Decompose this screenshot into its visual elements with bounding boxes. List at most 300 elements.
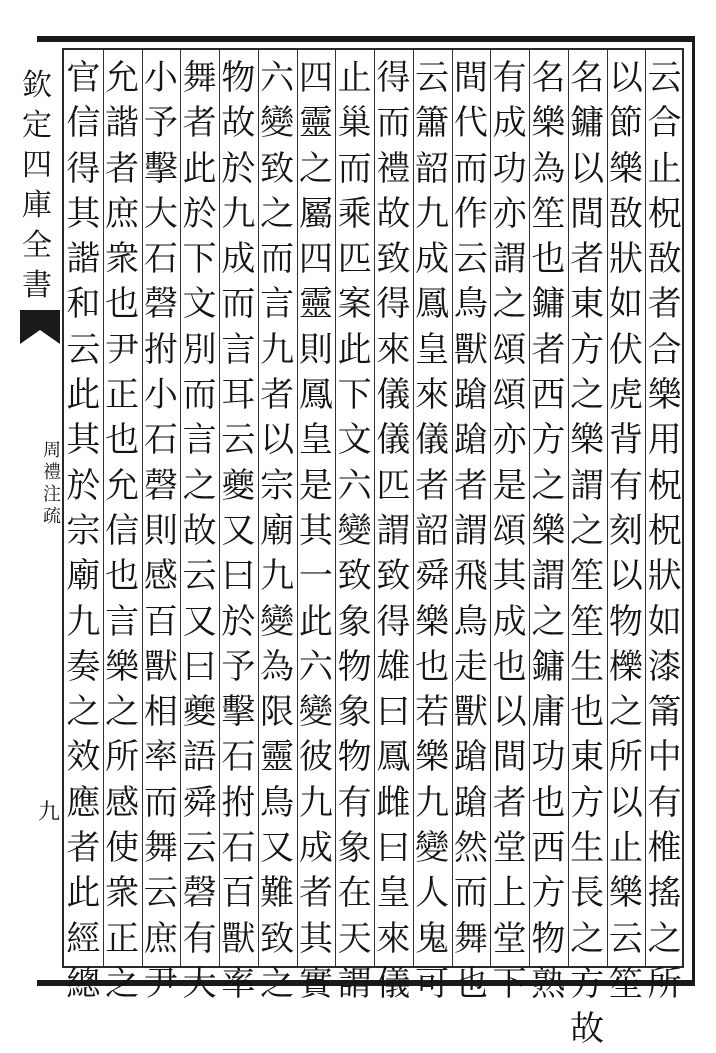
glyph: 以 xyxy=(570,148,605,189)
glyph: 限 xyxy=(260,692,295,733)
glyph: 九 xyxy=(221,193,256,234)
glyph: 匹 xyxy=(337,239,372,280)
glyph: 之 xyxy=(570,375,605,416)
glyph: 也 xyxy=(570,692,605,733)
glyph: 鏞 xyxy=(531,284,566,325)
glyph: 云 xyxy=(608,918,643,959)
glyph: 所 xyxy=(608,737,643,778)
glyph: 合 xyxy=(647,329,682,370)
margin-title-char: 欽 xyxy=(22,68,52,103)
glyph: 舞 xyxy=(453,918,488,959)
glyph: 方 xyxy=(531,873,566,914)
glyph: 而 xyxy=(453,148,488,189)
glyph: 間 xyxy=(453,58,488,98)
glyph: 其 xyxy=(66,420,101,461)
glyph: 蹌 xyxy=(453,737,488,778)
glyph: 也 xyxy=(415,646,450,687)
glyph: 夔 xyxy=(221,465,256,506)
glyph: 難 xyxy=(260,873,295,914)
glyph: 伏 xyxy=(608,329,643,370)
glyph: 止 xyxy=(608,828,643,869)
glyph: 小 xyxy=(143,58,178,98)
glyph: 皇 xyxy=(298,420,333,461)
glyph: 樂 xyxy=(570,420,605,461)
glyph: 止 xyxy=(647,148,682,189)
glyph: 在 xyxy=(337,873,372,914)
glyph: 言 xyxy=(105,601,140,642)
glyph: 物 xyxy=(531,918,566,959)
glyph: 者 xyxy=(105,148,140,189)
glyph: 來 xyxy=(376,918,411,959)
glyph: 之 xyxy=(260,193,295,234)
glyph: 以 xyxy=(608,556,643,597)
glyph: 百 xyxy=(221,873,256,914)
glyph: 成 xyxy=(492,601,527,642)
glyph: 致 xyxy=(376,556,411,597)
margin-subtitle-char: 周 xyxy=(43,440,61,461)
glyph: 舜 xyxy=(182,782,217,823)
glyph: 大 xyxy=(182,963,217,1004)
glyph: 用 xyxy=(647,420,682,461)
glyph: 而 xyxy=(221,284,256,325)
glyph: 云 xyxy=(415,58,450,98)
glyph: 背 xyxy=(608,420,643,461)
glyph: 云 xyxy=(182,556,217,597)
glyph: 樂 xyxy=(105,646,140,687)
glyph: 象 xyxy=(337,692,372,733)
glyph: 四 xyxy=(298,239,333,280)
glyph: 樂 xyxy=(608,873,643,914)
glyph: 謂 xyxy=(492,239,527,280)
glyph: 和 xyxy=(66,284,101,325)
glyph: 四 xyxy=(298,58,333,98)
glyph: 方 xyxy=(531,420,566,461)
glyph: 語 xyxy=(182,737,217,778)
glyph: 東 xyxy=(570,737,605,778)
glyph: 者 xyxy=(492,782,527,823)
glyph: 而 xyxy=(376,103,411,144)
glyph: 生 xyxy=(570,828,605,869)
glyph: 以 xyxy=(608,58,643,98)
glyph: 之 xyxy=(105,692,140,733)
glyph: 者 xyxy=(182,103,217,144)
glyph: 獸 xyxy=(453,329,488,370)
glyph: 舞 xyxy=(143,828,178,869)
glyph: 也 xyxy=(105,284,140,325)
glyph: 樂 xyxy=(647,375,682,416)
glyph: 者 xyxy=(260,375,295,416)
glyph: 也 xyxy=(531,239,566,280)
glyph: 也 xyxy=(531,782,566,823)
glyph: 是 xyxy=(298,465,333,506)
glyph: 得 xyxy=(376,601,411,642)
glyph: 相 xyxy=(143,692,178,733)
glyph: 彼 xyxy=(298,737,333,778)
glyph: 獸 xyxy=(453,692,488,733)
glyph: 有 xyxy=(608,465,643,506)
page-number: 九 xyxy=(38,800,61,825)
margin-subtitle-char: 禮 xyxy=(43,462,61,483)
glyph: 虎 xyxy=(608,375,643,416)
glyph: 諧 xyxy=(66,239,101,280)
glyph: 率 xyxy=(143,737,178,778)
glyph: 此 xyxy=(182,148,217,189)
glyph: 則 xyxy=(298,329,333,370)
glyph: 儀 xyxy=(376,375,411,416)
glyph: 舜 xyxy=(415,556,450,597)
glyph: 敔 xyxy=(608,193,643,234)
glyph: 樂 xyxy=(531,103,566,144)
glyph: 笙 xyxy=(531,193,566,234)
glyph: 刻 xyxy=(608,510,643,551)
margin-title-char: 庫 xyxy=(22,188,52,223)
glyph: 名 xyxy=(570,58,605,98)
glyph: 石 xyxy=(143,239,178,280)
glyph: 庶 xyxy=(143,918,178,959)
glyph: 獸 xyxy=(143,646,178,687)
glyph: 之 xyxy=(531,601,566,642)
glyph: 者 xyxy=(531,329,566,370)
glyph: 耳 xyxy=(221,375,256,416)
glyph: 漆 xyxy=(647,646,682,687)
glyph: 所 xyxy=(647,963,682,1004)
glyph: 以 xyxy=(608,782,643,823)
margin-subtitle-char: 注 xyxy=(43,484,61,505)
glyph: 之 xyxy=(182,465,217,506)
glyph: 致 xyxy=(260,148,295,189)
glyph: 作 xyxy=(453,193,488,234)
glyph: 也 xyxy=(453,963,488,1004)
glyph: 功 xyxy=(531,737,566,778)
glyph: 予 xyxy=(143,103,178,144)
glyph: 蹌 xyxy=(453,375,488,416)
glyph: 感 xyxy=(143,556,178,597)
glyph: 云 xyxy=(143,873,178,914)
glyph: 奏 xyxy=(66,646,101,687)
glyph: 六 xyxy=(298,646,333,687)
glyph: 一 xyxy=(298,556,333,597)
glyph: 廟 xyxy=(260,510,295,551)
glyph: 熟 xyxy=(531,963,566,1004)
glyph: 舞 xyxy=(182,58,217,98)
glyph: 此 xyxy=(298,601,333,642)
glyph: 物 xyxy=(337,646,372,687)
glyph: 如 xyxy=(647,601,682,642)
glyph: 謂 xyxy=(453,510,488,551)
glyph: 櫟 xyxy=(608,646,643,687)
glyph: 變 xyxy=(260,103,295,144)
glyph: 者 xyxy=(647,284,682,325)
glyph: 堂 xyxy=(492,918,527,959)
glyph: 又 xyxy=(182,601,217,642)
glyph: 感 xyxy=(105,782,140,823)
glyph: 鳳 xyxy=(376,737,411,778)
glyph: 云 xyxy=(647,58,682,98)
glyph: 率 xyxy=(221,963,256,1004)
glyph: 於 xyxy=(221,601,256,642)
glyph: 鏞 xyxy=(531,646,566,687)
glyph: 此 xyxy=(66,375,101,416)
glyph: 案 xyxy=(337,284,372,325)
glyph: 亦 xyxy=(492,193,527,234)
glyph: 應 xyxy=(66,782,101,823)
glyph: 信 xyxy=(66,103,101,144)
glyph: 之 xyxy=(298,148,333,189)
glyph: 尹 xyxy=(105,329,140,370)
glyph: 以 xyxy=(260,420,295,461)
glyph: 之 xyxy=(105,963,140,1004)
glyph: 椎 xyxy=(647,828,682,869)
glyph: 文 xyxy=(182,284,217,325)
glyph: 得 xyxy=(376,284,411,325)
glyph: 為 xyxy=(260,646,295,687)
glyph: 所 xyxy=(105,737,140,778)
glyph: 笙 xyxy=(608,963,643,1004)
glyph: 可 xyxy=(415,963,450,1004)
glyph: 九 xyxy=(260,556,295,597)
glyph: 笙 xyxy=(570,556,605,597)
glyph: 曰 xyxy=(221,556,256,597)
glyph: 方 xyxy=(570,329,605,370)
glyph: 成 xyxy=(298,828,333,869)
glyph: 有 xyxy=(182,918,217,959)
glyph: 云 xyxy=(453,239,488,280)
glyph: 者 xyxy=(415,465,450,506)
glyph: 靈 xyxy=(298,103,333,144)
glyph: 韶 xyxy=(415,510,450,551)
margin-subtitle xyxy=(40,440,64,528)
glyph: 變 xyxy=(415,828,450,869)
glyph: 故 xyxy=(182,510,217,551)
glyph: 於 xyxy=(182,193,217,234)
glyph: 下 xyxy=(182,239,217,280)
glyph: 六 xyxy=(337,465,372,506)
glyph: 於 xyxy=(66,465,101,506)
glyph: 合 xyxy=(647,103,682,144)
glyph: 而 xyxy=(260,239,295,280)
glyph: 獸 xyxy=(221,918,256,959)
glyph: 六 xyxy=(260,58,295,98)
glyph: 樂 xyxy=(531,510,566,551)
glyph: 蹌 xyxy=(453,420,488,461)
glyph: 者 xyxy=(66,828,101,869)
glyph: 鏞 xyxy=(570,103,605,144)
glyph: 謂 xyxy=(376,510,411,551)
glyph: 曰 xyxy=(376,692,411,733)
glyph: 致 xyxy=(337,556,372,597)
glyph: 者 xyxy=(298,873,333,914)
glyph: 九 xyxy=(415,193,450,234)
glyph: 謂 xyxy=(337,963,372,1004)
glyph: 磬 xyxy=(182,873,217,914)
glyph: 變 xyxy=(298,692,333,733)
glyph: 尹 xyxy=(143,963,178,1004)
glyph: 筩 xyxy=(647,692,682,733)
glyph: 則 xyxy=(143,510,178,551)
glyph: 堂 xyxy=(492,828,527,869)
glyph: 曰 xyxy=(182,646,217,687)
glyph: 頌 xyxy=(492,329,527,370)
glyph: 物 xyxy=(221,58,256,98)
glyph: 文 xyxy=(337,420,372,461)
glyph: 儀 xyxy=(415,420,450,461)
glyph: 於 xyxy=(221,148,256,189)
glyph: 之 xyxy=(531,465,566,506)
glyph: 飛 xyxy=(453,556,488,597)
glyph: 故 xyxy=(570,1009,605,1050)
glyph: 上 xyxy=(492,873,527,914)
glyph: 鳥 xyxy=(260,782,295,823)
glyph: 以 xyxy=(492,692,527,733)
glyph: 屬 xyxy=(298,193,333,234)
glyph: 石 xyxy=(143,420,178,461)
glyph: 下 xyxy=(337,375,372,416)
glyph: 者 xyxy=(570,239,605,280)
glyph: 致 xyxy=(260,918,295,959)
glyph: 雄 xyxy=(376,646,411,687)
glyph: 之 xyxy=(570,918,605,959)
glyph: 下 xyxy=(492,963,527,1004)
glyph: 然 xyxy=(453,828,488,869)
glyph: 其 xyxy=(66,193,101,234)
glyph: 為 xyxy=(531,148,566,189)
glyph: 官 xyxy=(66,58,101,98)
glyph: 此 xyxy=(337,329,372,370)
glyph: 擊 xyxy=(143,148,178,189)
glyph: 東 xyxy=(570,284,605,325)
glyph: 此 xyxy=(66,873,101,914)
glyph: 間 xyxy=(492,737,527,778)
glyph: 有 xyxy=(647,782,682,823)
glyph: 儀 xyxy=(376,420,411,461)
glyph: 鳥 xyxy=(453,284,488,325)
glyph: 方 xyxy=(570,782,605,823)
glyph: 也 xyxy=(492,646,527,687)
glyph: 象 xyxy=(337,828,372,869)
glyph: 物 xyxy=(337,737,372,778)
glyph: 柷 xyxy=(647,193,682,234)
glyph: 匹 xyxy=(376,465,411,506)
glyph: 九 xyxy=(66,601,101,642)
glyph: 乘 xyxy=(337,193,372,234)
glyph: 有 xyxy=(337,782,372,823)
margin-title xyxy=(22,66,52,306)
glyph: 來 xyxy=(376,329,411,370)
glyph: 云 xyxy=(182,828,217,869)
glyph: 石 xyxy=(221,737,256,778)
glyph: 走 xyxy=(453,646,488,687)
glyph: 生 xyxy=(570,646,605,687)
glyph: 磬 xyxy=(143,284,178,325)
margin-title-char: 四 xyxy=(22,148,52,183)
glyph: 實 xyxy=(298,963,333,1004)
glyph: 樂 xyxy=(415,737,450,778)
glyph: 如 xyxy=(608,284,643,325)
glyph: 得 xyxy=(376,58,411,98)
glyph: 禮 xyxy=(376,148,411,189)
glyph: 西 xyxy=(531,375,566,416)
glyph: 而 xyxy=(453,873,488,914)
glyph: 夔 xyxy=(182,692,217,733)
glyph: 柷 xyxy=(647,465,682,506)
margin-title-char: 書 xyxy=(22,268,52,303)
glyph: 擊 xyxy=(221,692,256,733)
glyph: 物 xyxy=(608,601,643,642)
glyph: 得 xyxy=(66,148,101,189)
glyph: 言 xyxy=(221,329,256,370)
glyph: 宗 xyxy=(66,510,101,551)
glyph: 靈 xyxy=(298,284,333,325)
glyph: 允 xyxy=(105,58,140,98)
glyph: 又 xyxy=(260,828,295,869)
glyph: 代 xyxy=(453,103,488,144)
glyph: 石 xyxy=(221,828,256,869)
glyph: 成 xyxy=(492,103,527,144)
glyph: 百 xyxy=(143,601,178,642)
glyph: 正 xyxy=(105,918,140,959)
glyph: 大 xyxy=(143,193,178,234)
glyph: 樂 xyxy=(608,148,643,189)
glyph: 蹌 xyxy=(453,782,488,823)
glyph: 韶 xyxy=(415,148,450,189)
glyph: 信 xyxy=(105,510,140,551)
glyph: 也 xyxy=(105,556,140,597)
glyph: 庶 xyxy=(105,193,140,234)
fishtail-mark-icon xyxy=(20,310,60,344)
glyph: 之 xyxy=(647,918,682,959)
glyph: 言 xyxy=(182,420,217,461)
glyph: 西 xyxy=(531,828,566,869)
glyph: 故 xyxy=(376,193,411,234)
glyph: 之 xyxy=(492,284,527,325)
glyph: 九 xyxy=(415,782,450,823)
glyph: 方 xyxy=(570,963,605,1004)
glyph: 名 xyxy=(531,58,566,98)
glyph: 之 xyxy=(260,963,295,1004)
glyph: 廟 xyxy=(66,556,101,597)
glyph: 之 xyxy=(66,692,101,733)
glyph: 正 xyxy=(105,375,140,416)
glyph: 敔 xyxy=(647,239,682,280)
glyph: 小 xyxy=(143,375,178,416)
glyph: 諧 xyxy=(105,103,140,144)
glyph: 皇 xyxy=(376,873,411,914)
glyph: 云 xyxy=(221,420,256,461)
glyph: 又 xyxy=(221,510,256,551)
glyph: 鳳 xyxy=(298,375,333,416)
glyph: 成 xyxy=(415,239,450,280)
glyph: 樂 xyxy=(415,601,450,642)
glyph: 之 xyxy=(570,510,605,551)
glyph: 中 xyxy=(647,737,682,778)
glyph: 經 xyxy=(66,918,101,959)
glyph: 宗 xyxy=(260,465,295,506)
glyph: 云 xyxy=(66,329,101,370)
glyph: 而 xyxy=(143,782,178,823)
glyph: 儀 xyxy=(376,963,411,1004)
glyph: 而 xyxy=(337,148,372,189)
glyph: 磬 xyxy=(143,465,178,506)
glyph: 鬼 xyxy=(415,918,450,959)
glyph: 曰 xyxy=(376,828,411,869)
glyph: 是 xyxy=(492,465,527,506)
glyph: 亦 xyxy=(492,420,527,461)
glyph: 節 xyxy=(608,103,643,144)
glyph: 長 xyxy=(570,873,605,914)
glyph: 拊 xyxy=(143,329,178,370)
text-column xyxy=(60,56,106,1004)
glyph: 庸 xyxy=(531,692,566,733)
